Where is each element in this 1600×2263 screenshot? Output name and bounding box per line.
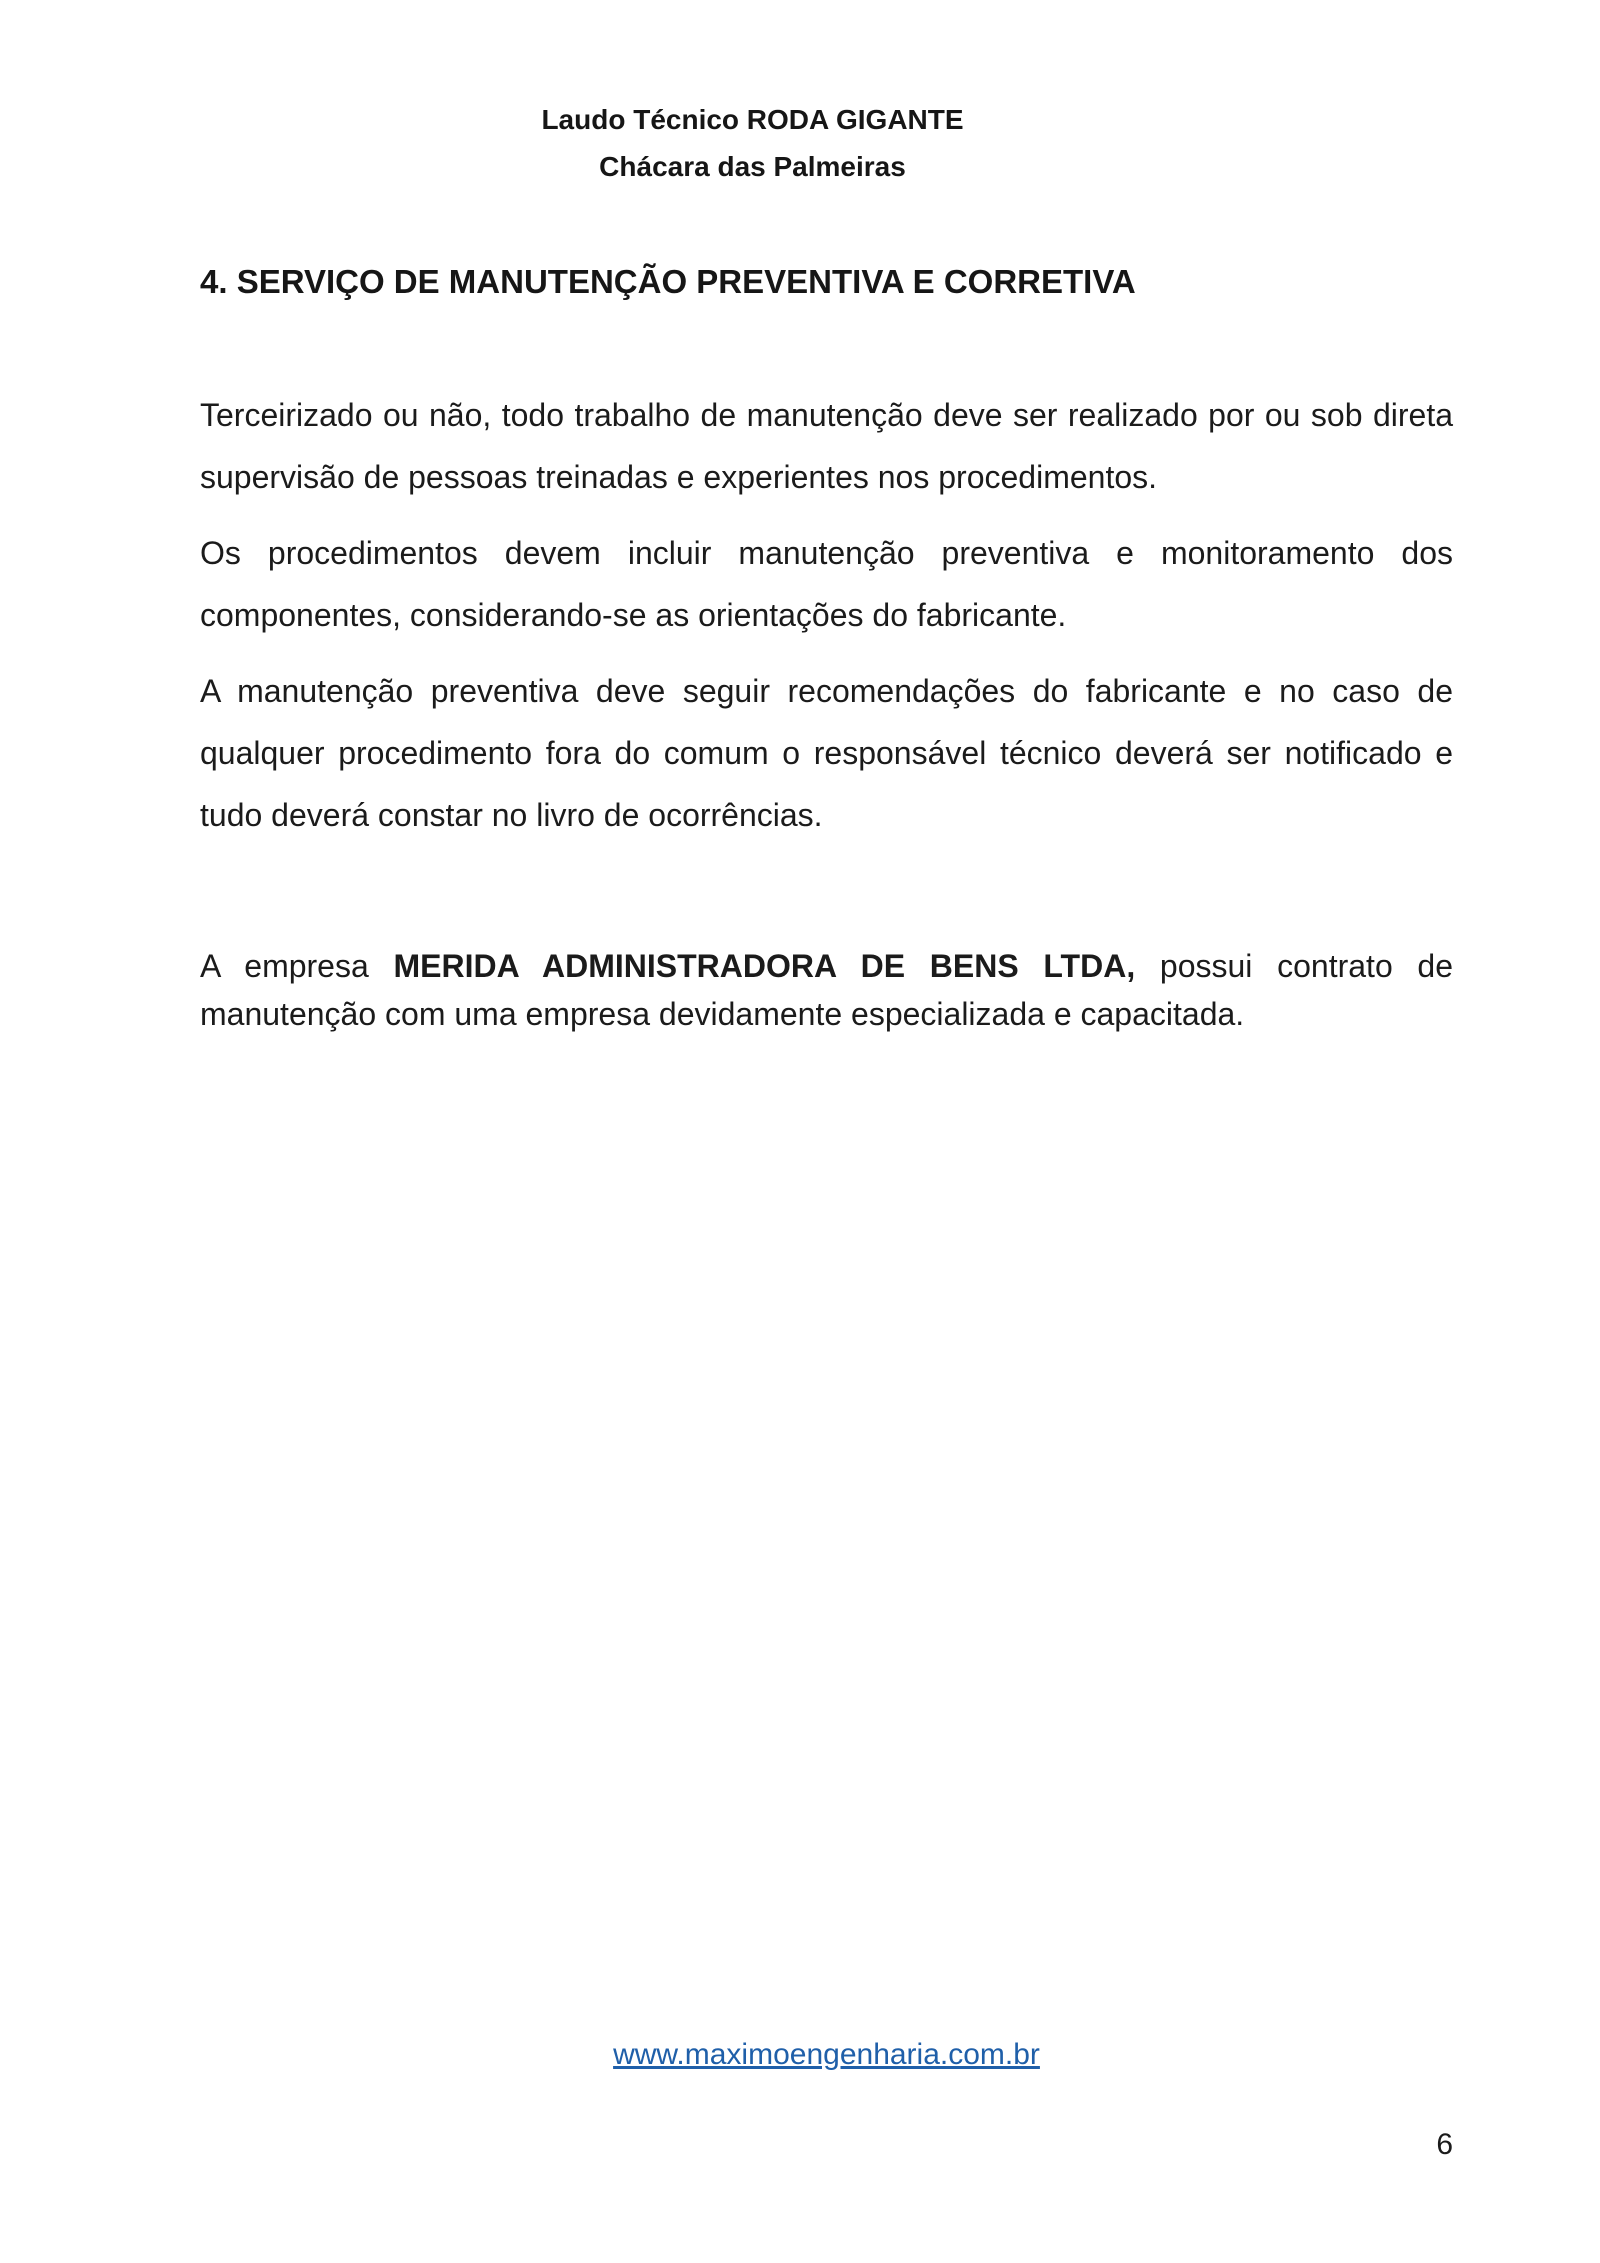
page-number: 6 (1436, 2128, 1453, 2161)
header-title-line2: Chácara das Palmeiras (599, 151, 906, 182)
paragraph-procedures: Os procedimentos devem incluir manutenção preventiva e monitoramento dos componentes, considerando-se as orientações do fabricante. (200, 535, 1453, 633)
footer (200, 2036, 1453, 2074)
paragraph-company-contract (200, 942, 1453, 1038)
document-header (200, 96, 1305, 190)
company-name-bold: MERIDA ADMINISTRADORA DE BENS LTDA, (393, 948, 1136, 984)
section-heading: 4. SERVIÇO DE MANUTENÇÃO PREVENTIVA E CORRETIVA (200, 263, 1136, 300)
document-body (200, 384, 1453, 1052)
header-title-line1: Laudo Técnico RODA GIGANTE (541, 104, 964, 135)
paragraph-preventive-maintenance: A manutenção preventiva deve seguir recomendações do fabricante e no caso de qualquer procedimento fora do comum o responsável técnico deverá ser notificado e tudo deverá constar no livro de ocorrências. (200, 673, 1453, 833)
company-paragraph-prefix: A empresa (200, 948, 394, 984)
paragraph-maintenance-supervision: Terceirizado ou não, todo trabalho de manutenção deve ser realizado por ou sob direta supervisão de pessoas treinadas e experientes nos procedimentos. (200, 397, 1453, 495)
footer-link[interactable]: www.maximoengenharia.com.br (613, 2038, 1040, 2071)
company-paragraph-suffix: possui contrato de manutenção com uma empresa devidamente especializada e capacitada. (200, 948, 1454, 1032)
